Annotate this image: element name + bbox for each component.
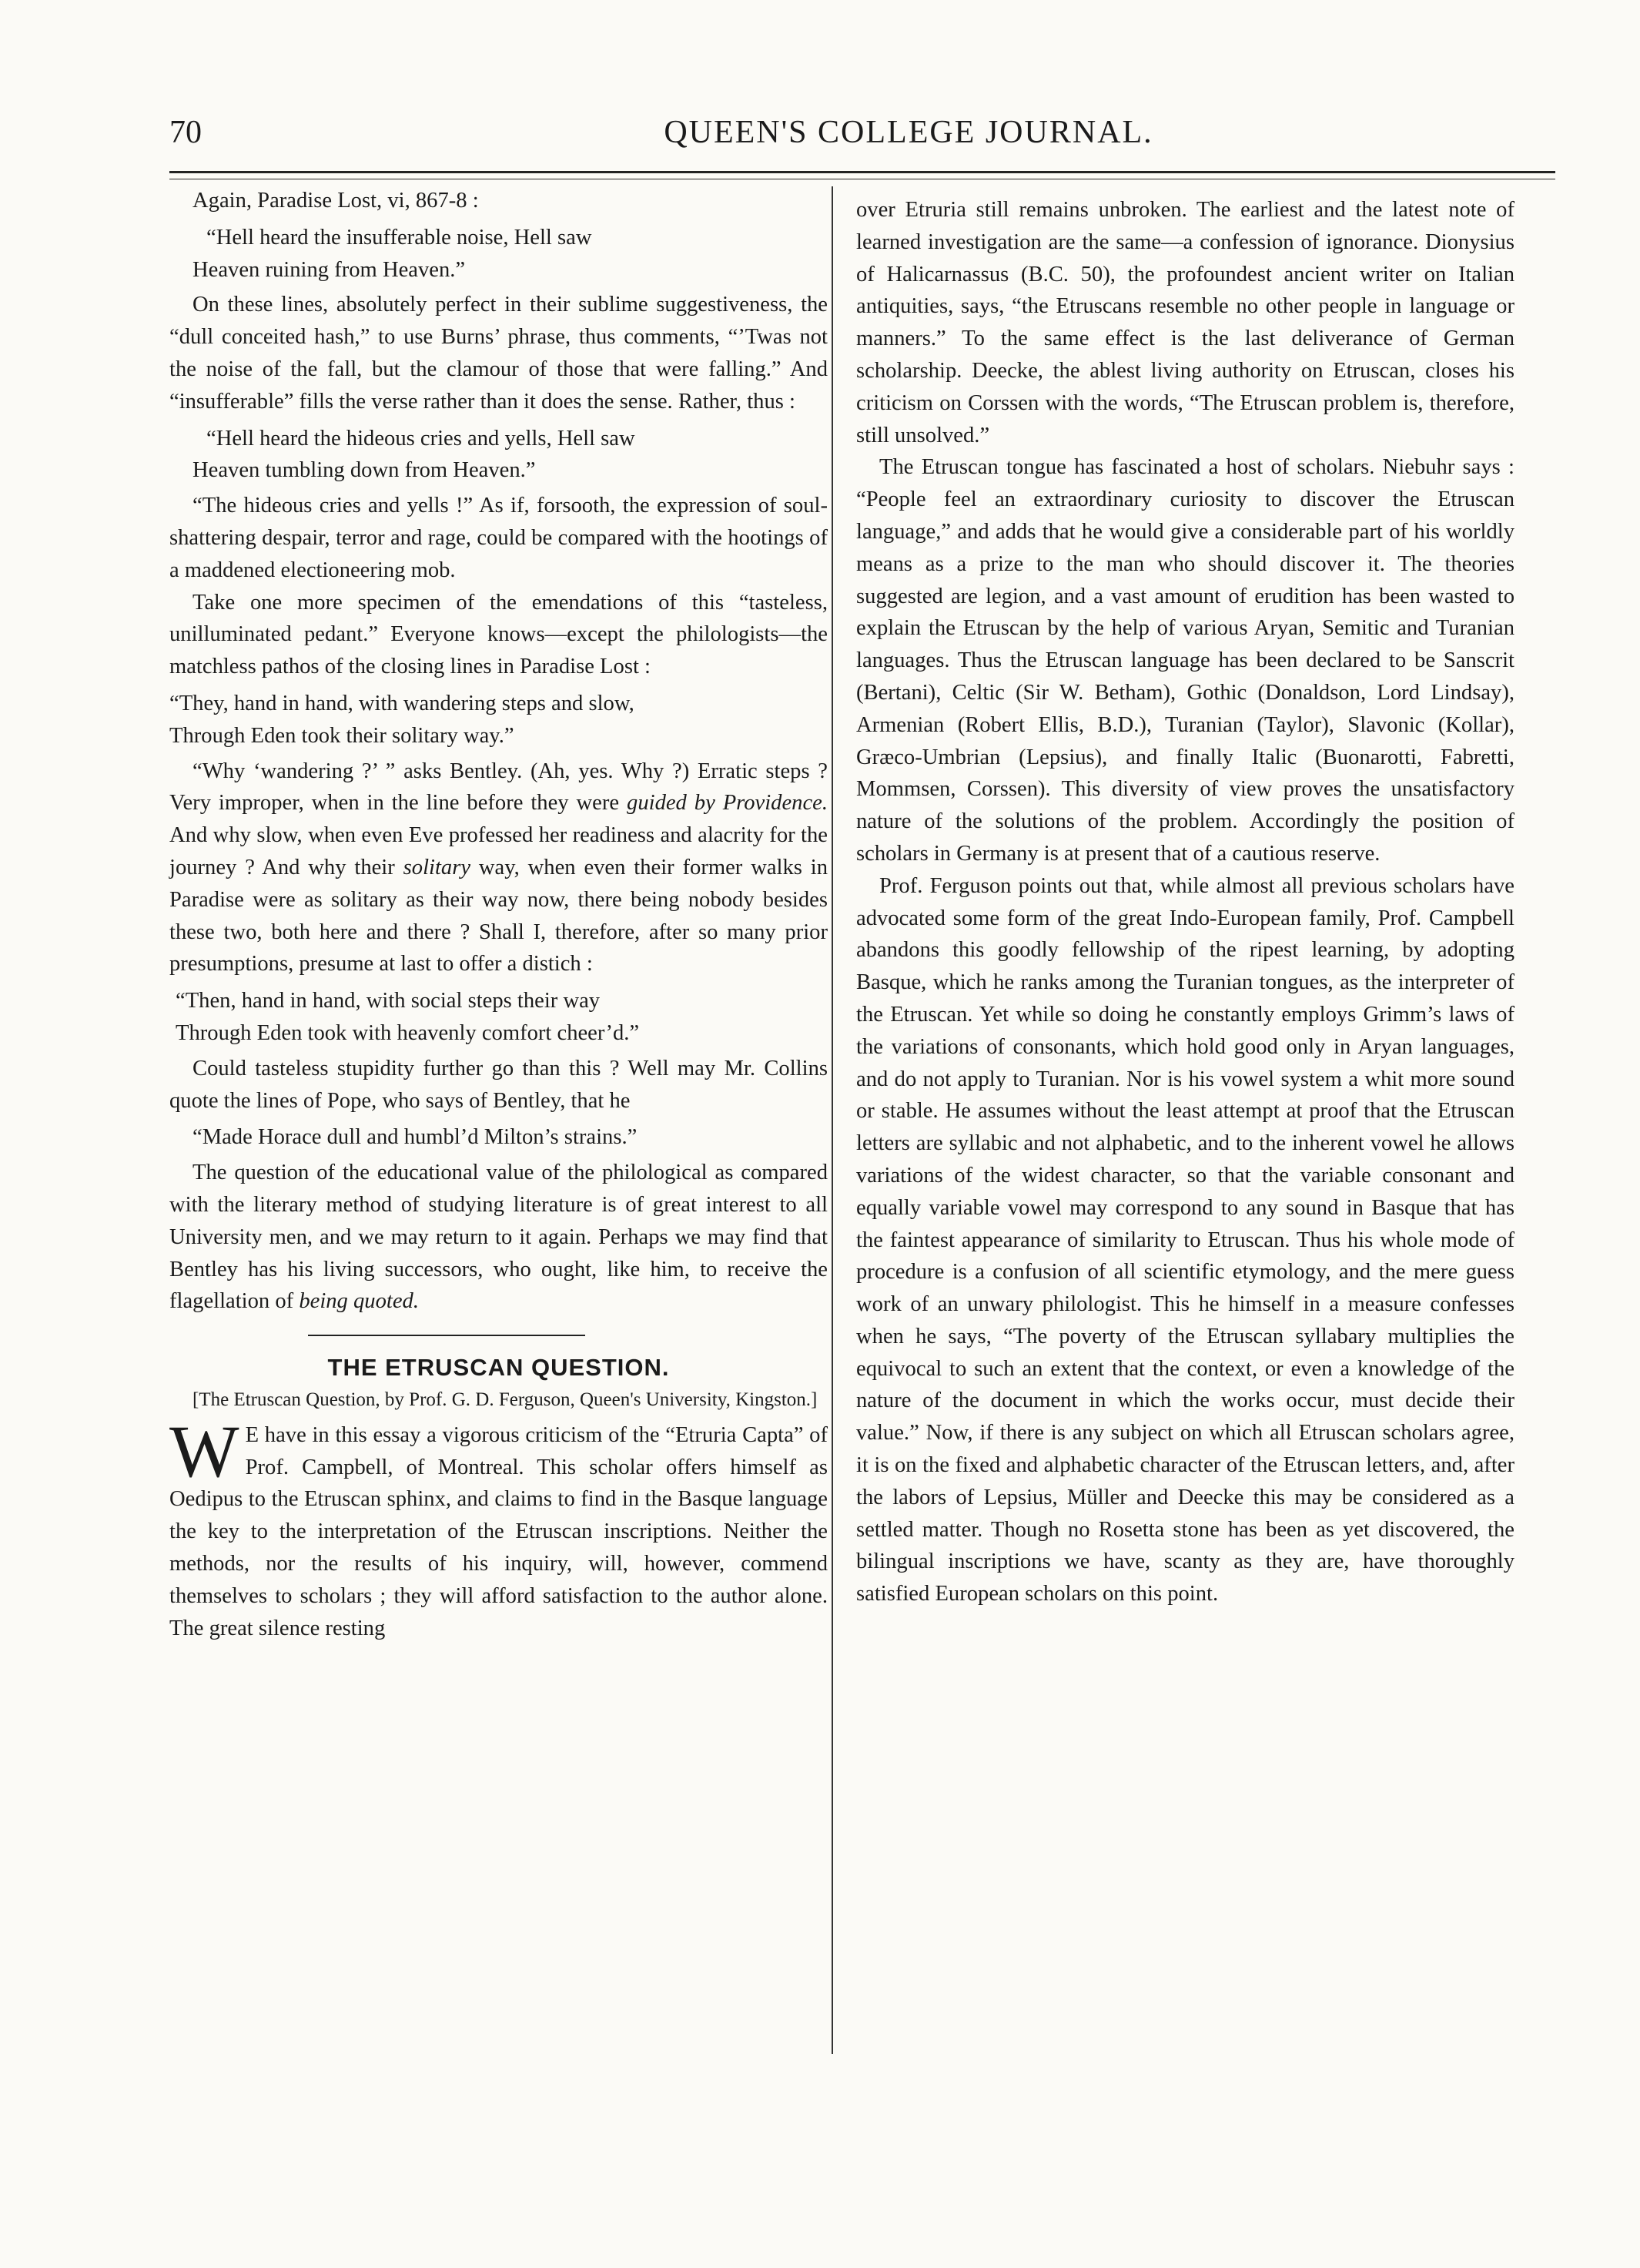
verse-line: Heaven tumbling down from Heaven.”	[192, 458, 536, 483]
verse-line: “Then, hand in hand, with social steps their way	[176, 989, 601, 1013]
verse-quote	[169, 222, 828, 286]
section-divider	[308, 1335, 585, 1336]
paragraph	[169, 1157, 828, 1318]
paragraph: over Etruria still remains unbroken. The earliest and the latest note of learned investigation are the same—a confession of ignorance. Dionysius of Halicarnassus (B.C. 50), the profoundest ancient writer on Italian antiquities, says, “the Etruscans resemble no other people in language or manners.” To the same effect is the last deliverance of German scholarship. Deecke, the ablest living authority on Etruscan, closes his criticism on Corssen with the words, “The Etruscan problem is, therefore, still unsolved.”	[856, 198, 1514, 447]
paragraph: The Etruscan tongue has fascinated a host of scholars. Niebuhr says : “People feel an extraordinary curiosity to discover the Etruscan language,” and adds that he would give a considerable part of his worldly means as a prize to the man who should discover it. The theories suggested are legion, and a vast amount of erudition has been wasted to explain the Etruscan by the help of various Aryan, Semitic and Turanian languages. Thus the Etruscan language has been declared to be Sanscrit (Bertani), Celtic (Sir W. Betham), Gothic (Donaldson, Lord Lindsay), Armenian (Robert Ellis, B.D.), Turanian (Taylor), Slavonic (Kollar), Græco-Umbrian (Lepsius), and finally Italic (Buonarotti, Fabretti, Mommsen, Corssen). This diversity of view proves the unsatisfactory nature of the solutions of the problem. Accordingly the position of scholars in Germany is at present that of a cautious reserve.	[856, 455, 1514, 866]
verse-line: Through Eden took their solitary way.”	[169, 723, 514, 748]
verse-quote	[169, 423, 828, 487]
text-run: “Why ‘wandering ?’ ” asks Bentley. (Ah, yes. Why ?) Erratic steps ? Very improper, when in the line before they were	[169, 759, 828, 816]
right-column	[856, 194, 1514, 1610]
paragraph: Prof. Ferguson points out that, while almost all previous scholars have advocated some form of the great Indo-European family, Prof. Campbell abandons this goodly fellowship of the ripest learning, by adopting Basque, which he ranks among the Turanian tongues, as the interpreter of the Etruscan. Yet while so doing he constantly employs Grimm’s laws of the variations of consonants, which hold good only in Aryan languages, and do not apply to Turanian. Nor is his vowel system a whit more sound or stable. He assumes without the least attempt at proof that the Etruscan letters are syllabic and not alphabetic, and to the inherent vowel he allows variations of the widest character, so that the variable consonant and equally variable vowel may correspond to any sound in Basque that has the faintest appearance of similarity to Etruscan. Thus his whole mode of procedure is a confusion of all scientific etymology, and the mere guess work of an unwary philologist. This he himself in a measure confesses when he says, “The poverty of the Etruscan syllabary multiplies the equivocal to such an extent that the context, or even a knowledge of the nature of the document in which the works occur, must decide their value.” Now, if there is any subject on which all Etruscan scholars agree, it is on the fixed and alphabetic character of the Etruscan letters, and, after the labors of Lepsius, Müller and Deecke this may be considered as a settled matter. Though no Rosetta stone has been as yet discovered, the bilingual inscriptions we have, scanty as they are, have thoroughly satisfied European scholars on this point.	[856, 873, 1514, 1606]
paragraph: Could tasteless stupidity further go than this ? Well may Mr. Collins quote the lines of Pope, who says of Bentley, that he	[169, 1056, 828, 1113]
text-run: way, when even their former walks in Paradise were as solitary as their way now, there being nobody besides these two, both here and there ? Shall I, therefore, after so many prior presumptions, presume at last to offer a distich :	[169, 855, 828, 977]
section-title: THE ETRUSCAN QUESTION.	[327, 1354, 670, 1382]
verse-quote	[169, 985, 828, 1050]
column-divider	[832, 186, 833, 2054]
verse-line: Heaven ruining from Heaven.”	[192, 257, 466, 282]
page-header	[169, 108, 1555, 154]
running-title: QUEEN'S COLLEGE JOURNAL.	[664, 115, 1153, 150]
section-citation: [The Etruscan Question, by Prof. G. D. Ferguson, Queen's University, Kingston.]	[192, 1389, 818, 1410]
intro-line: Again, Paradise Lost, vi, 867-8 :	[192, 189, 479, 213]
verse-line: “Hell heard the hideous cries and yells, Hell saw	[206, 426, 635, 451]
text-run: E have in this essay a vigorous criticism of the “Etruria Capta” of Prof. Campbell, of Montreal. This scholar offers himself as Oedipus to the Etruscan sphinx, and claims to find in the Basque language the key to the interpretation of the Etruscan inscriptions. Neither the methods, nor the results of his inquiry, will, however, commend themselves to scholars ; they will afford satisfaction to the author alone. The great silence resting	[169, 1422, 828, 1640]
verse-quote	[169, 688, 828, 752]
drop-cap: W	[169, 1409, 239, 1492]
verse-line: Through Eden took with heavenly comfort cheer’d.”	[176, 1020, 640, 1045]
verse-line: “Hell heard the insufferable noise, Hell saw	[206, 225, 592, 250]
italic-text: being quoted.	[299, 1289, 419, 1314]
paragraph: “The hideous cries and yells !” As if, forsooth, the expression of soul-shattering despair, terror and rage, could be compared with the hootings of a maddened electioneering mob.	[169, 494, 828, 582]
page-number: 70	[169, 115, 202, 150]
paragraph: On these lines, absolutely perfect in their sublime suggestiveness, the “dull conceited hash,” to use Burns’ phrase, thus comments, “’Twas not the noise of the fall, but the clamour of those that were falling.” And “insufferable” fills the verse rather than it does the sense. Rather, thus :	[169, 293, 828, 414]
text-run: The question of the educational value of the philological as compared with the literary method of studying literature is of great interest to all University men, and we may return to it again. Perhaps we may find that Bentley has his living successors, who ought, like him, to receive the flagellation of	[169, 1161, 828, 1314]
verse-line: “Made Horace dull and humbl’d Milton’s strains.”	[192, 1125, 638, 1150]
paragraph	[169, 755, 828, 981]
verse-line: “They, hand in hand, with wandering steps and slow,	[169, 691, 634, 715]
verse-quote	[169, 1121, 828, 1154]
left-column	[169, 185, 828, 1644]
italic-text: guided by Providence.	[627, 791, 828, 816]
text-run: And why slow, when even Eve professed her readiness and alacrity for the journey ? And why their	[169, 823, 828, 879]
italic-text: solitary	[403, 855, 471, 879]
paragraph	[169, 1409, 828, 1645]
header-rule	[169, 171, 1555, 173]
paragraph: Take one more specimen of the emendations of this “tasteless, unilluminated pedant.” Everyone knows—except the philologists—the matchless pathos of the closing lines in Paradise Lost :	[169, 590, 828, 679]
